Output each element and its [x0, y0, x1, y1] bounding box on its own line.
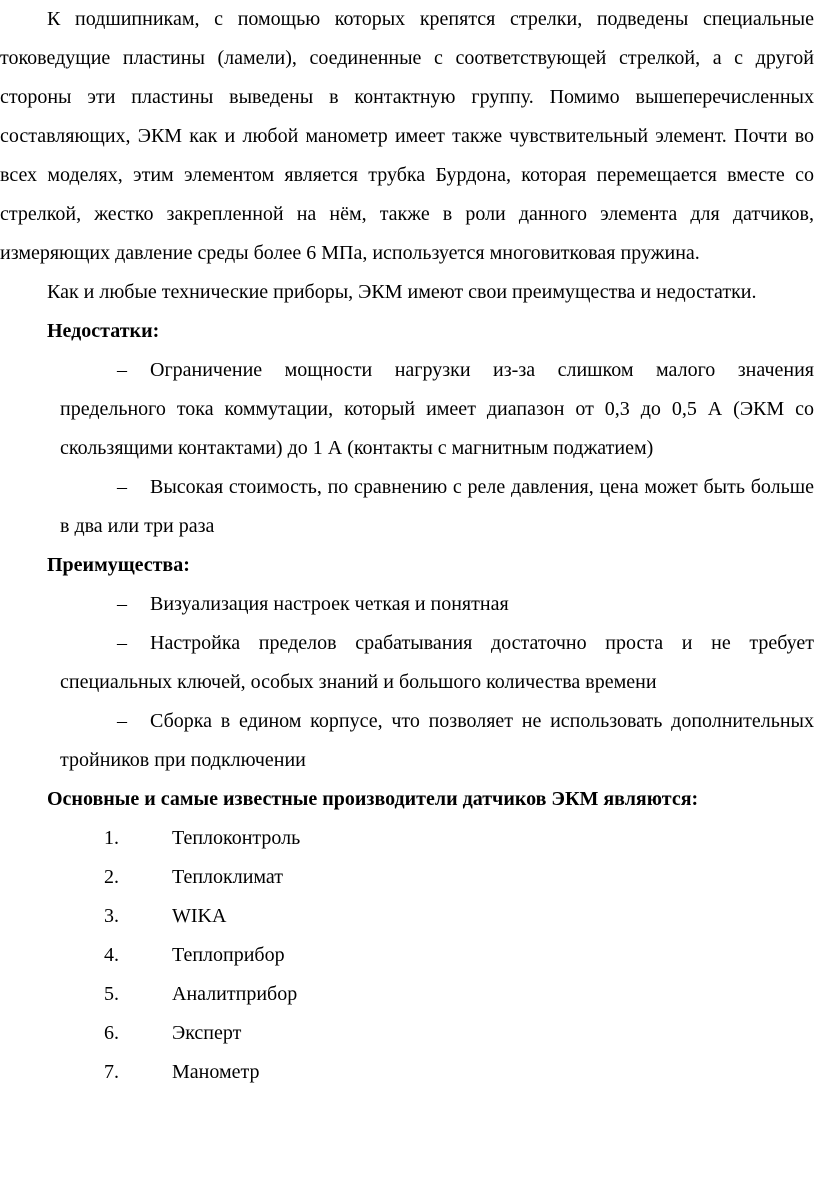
- manufacturer-name: Аналитприбор: [172, 983, 298, 1005]
- list-item: [0, 1053, 814, 1092]
- manufacturer-name: Эксперт: [172, 1022, 242, 1044]
- list-item: [0, 468, 814, 546]
- list-item: [0, 585, 814, 624]
- list-item: [0, 819, 814, 858]
- list-number: 3.: [104, 905, 119, 927]
- body-paragraph: Как и любые технические приборы, ЭКМ имеют свои преимущества и недостатки.: [47, 281, 757, 303]
- dash-marker: –: [117, 476, 127, 498]
- list-item: [0, 624, 814, 702]
- dash-marker: –: [117, 632, 127, 654]
- list-item: [0, 936, 814, 975]
- dash-marker: –: [117, 359, 127, 381]
- list-item: [0, 1014, 814, 1053]
- list-item-text: Ограничение мощности нагрузки из-за слишком малого значения предельного тока коммутации, который имеет диапазон от 0,3 до 0,5 А (ЭКМ со скользящими контактами) до 1 А (контакты с магнитным поджатием): [60, 359, 814, 459]
- advantages-heading: Преимущества:: [47, 554, 190, 576]
- list-number: 4.: [104, 944, 119, 966]
- body-paragraph: К подшипникам, с помощью которых крепятся стрелки, подведены специальные токоведущие пластины (ламели), соединенные с соответствующей стрелкой, а с другой стороны эти пластины выведены в контактную группу. Помимо вышеперечисленных составляющих, ЭКМ как и любой манометр имеет также чувствительный элемент. Почти во всех моделях, этим элементом является трубка Бурдона, которая перемещается вместе со стрелкой, жестко закрепленной на нём, также в роли данного элемента для датчиков, измеряющих давление среды более 6 МПа, используется многовитковая пружина.: [0, 8, 814, 264]
- list-item: [0, 351, 814, 468]
- list-number: 1.: [104, 827, 119, 849]
- manufacturer-name: Манометр: [172, 1061, 260, 1083]
- list-item-text: Настройка пределов срабатывания достаточно проста и не требует специальных ключей, особых знаний и большого количества времени: [60, 632, 814, 693]
- list-item: [0, 702, 814, 780]
- list-number: 5.: [104, 983, 119, 1005]
- dash-marker: –: [117, 710, 127, 732]
- manufacturer-name: Теплоклимат: [172, 866, 284, 888]
- manufacturer-name: Теплоприбор: [172, 944, 285, 966]
- manufacturers-heading: Основные и самые известные производители датчиков ЭКМ являются:: [47, 788, 699, 810]
- manufacturers-list: [0, 819, 814, 1092]
- dash-marker: –: [117, 593, 127, 615]
- list-number: 2.: [104, 866, 119, 888]
- list-number: 7.: [104, 1061, 119, 1083]
- list-item: [0, 858, 814, 897]
- list-item: [0, 975, 814, 1014]
- list-item-text: Высокая стоимость, по сравнению с реле давления, цена может быть больше в два или три раза: [60, 476, 814, 537]
- list-number: 6.: [104, 1022, 119, 1044]
- manufacturer-name: Теплоконтроль: [172, 827, 301, 849]
- disadvantages-heading: Недостатки:: [47, 320, 160, 342]
- list-item-text: Сборка в едином корпусе, что позволяет не использовать дополнительных тройников при подключении: [60, 710, 814, 771]
- manufacturer-name: WIKA: [172, 905, 227, 927]
- list-item: [0, 897, 814, 936]
- list-item-text: Визуализация настроек четкая и понятная: [150, 593, 509, 615]
